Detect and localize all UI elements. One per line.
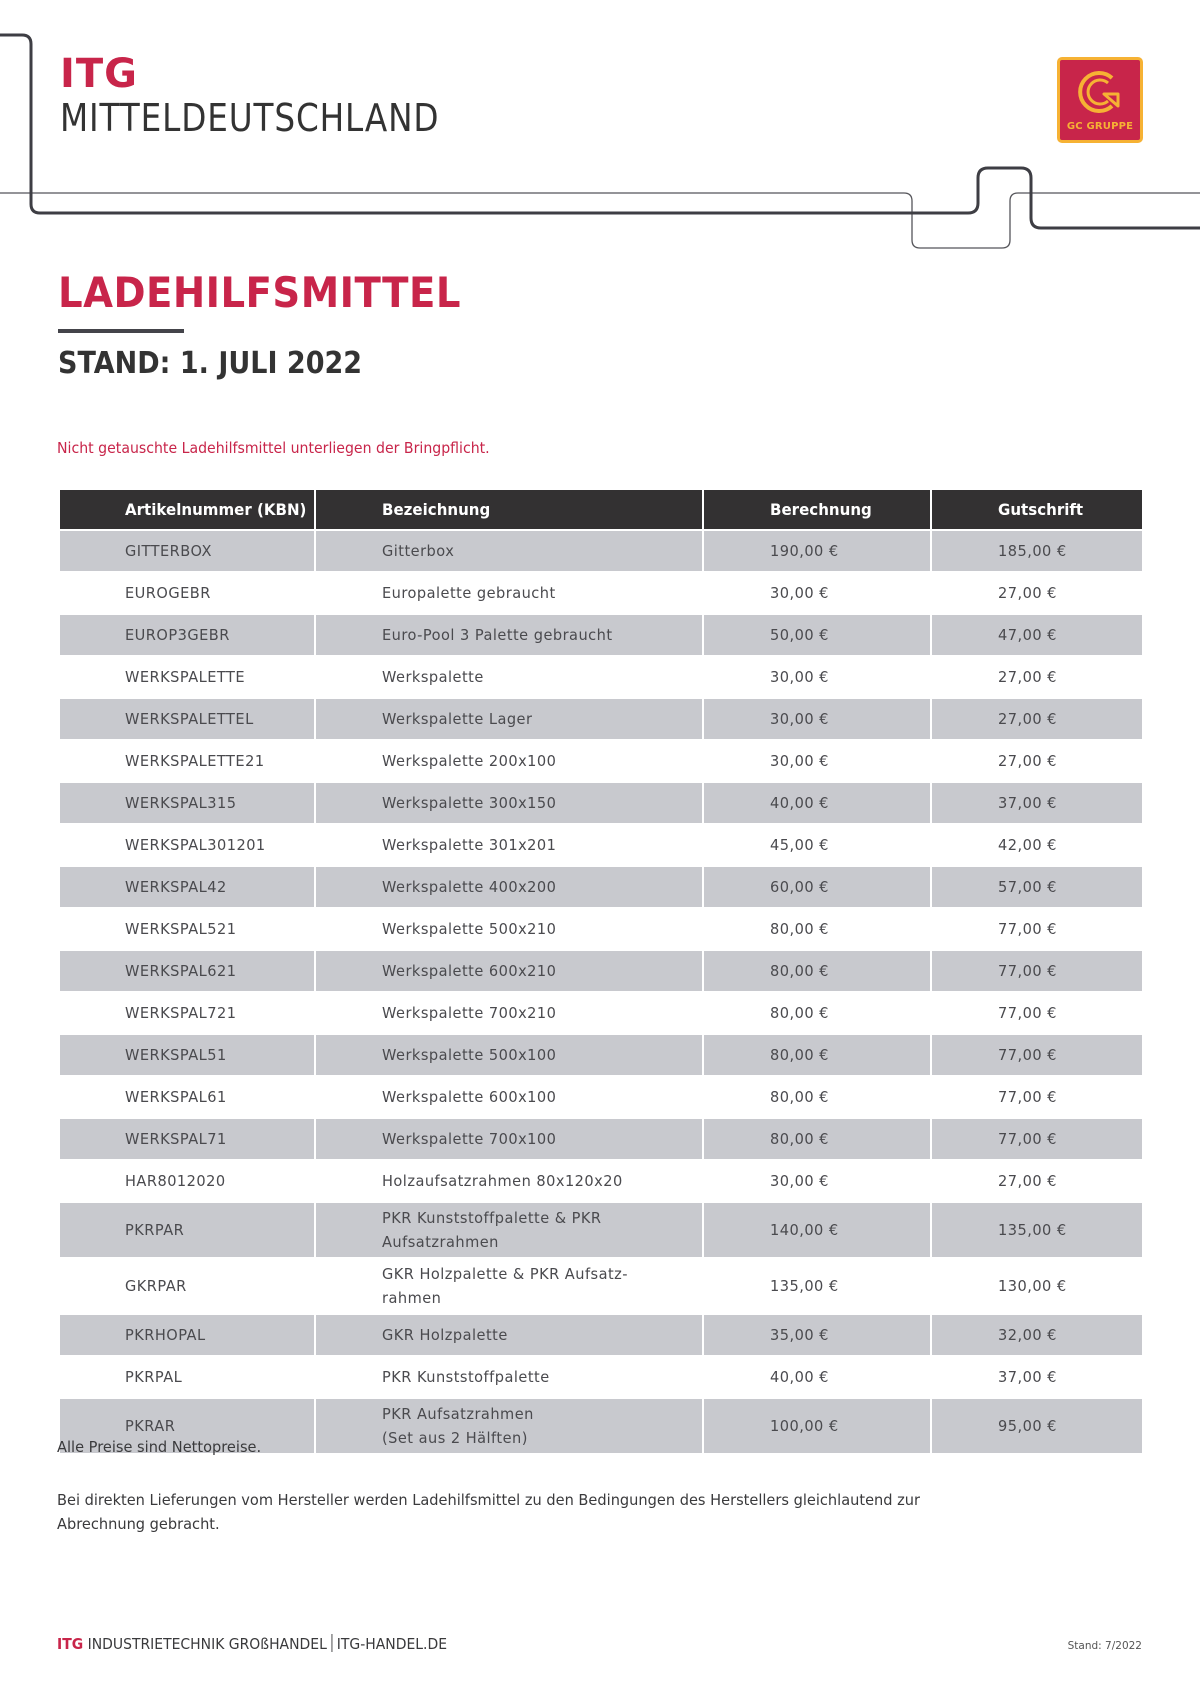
brand-wordmark (60, 52, 501, 140)
column-header-berechnung: Berechnung (703, 490, 931, 530)
cell-bezeichnung (315, 1356, 703, 1398)
cell-gutschrift (931, 866, 1142, 908)
table-row (60, 1076, 1142, 1118)
cell-kbn-text: WERKSPAL521 (125, 920, 237, 938)
table-row (60, 1202, 1142, 1258)
cell-bezeichnung (315, 992, 703, 1034)
cell-gutschrift-text: 42,00 € (998, 836, 1057, 854)
cell-berechnung-text: 40,00 € (770, 1368, 829, 1386)
cell-bezeichnung-line: GKR Holzpalette & PKR Aufsatz- (382, 1265, 629, 1283)
cell-bezeichnung-line: rahmen (382, 1289, 442, 1307)
cell-gutschrift (931, 740, 1142, 782)
cell-berechnung (703, 1118, 931, 1160)
cell-bezeichnung-line: (Set aus 2 Hälften) (382, 1429, 528, 1447)
cell-gutschrift (931, 992, 1142, 1034)
cell-gutschrift-text: 57,00 € (998, 878, 1057, 896)
cell-gutschrift-text: 77,00 € (998, 1046, 1057, 1064)
table-row (60, 1118, 1142, 1160)
footer-company: INDUSTRIETECHNIK GROßHANDEL (87, 1635, 327, 1653)
cell-kbn-text: WERKSPAL42 (125, 878, 227, 896)
cell-berechnung-text: 50,00 € (770, 626, 829, 644)
cell-gutschrift-text: 27,00 € (998, 752, 1057, 770)
table-row (60, 866, 1142, 908)
thin-decorative-line (0, 193, 1200, 248)
cell-bezeichnung (315, 698, 703, 740)
table-row (60, 572, 1142, 614)
cell-bezeichnung-line: Werkspalette 600x100 (382, 1088, 557, 1106)
net-prices-note: Alle Preise sind Nettopreise. (57, 1438, 262, 1456)
cell-kbn-text: WERKSPAL315 (125, 794, 237, 812)
cell-berechnung (703, 1202, 931, 1258)
cell-berechnung (703, 656, 931, 698)
cell-kbn (60, 1034, 315, 1076)
cell-bezeichnung-line: Werkspalette 200x100 (382, 752, 557, 770)
cell-kbn-text: WERKSPALETTE (125, 668, 246, 686)
cell-kbn-text: WERKSPAL71 (125, 1130, 227, 1148)
cell-berechnung (703, 908, 931, 950)
cell-kbn (60, 1076, 315, 1118)
title-underline (58, 329, 184, 333)
table-row (60, 740, 1142, 782)
cell-berechnung-text: 80,00 € (770, 1130, 829, 1148)
cell-kbn-text: EUROP3GEBR (125, 626, 230, 644)
cell-bezeichnung-line: Werkspalette 500x210 (382, 920, 557, 938)
cell-bezeichnung (315, 782, 703, 824)
cell-gutschrift-text: 27,00 € (998, 584, 1057, 602)
cell-bezeichnung (315, 1314, 703, 1356)
cell-bezeichnung (315, 572, 703, 614)
cell-bezeichnung-line: Werkspalette Lager (382, 710, 533, 728)
cell-gutschrift-text: 77,00 € (998, 1004, 1057, 1022)
cell-bezeichnung-line: Werkspalette 300x150 (382, 794, 557, 812)
footer-stand: Stand: 7/2022 (1067, 1640, 1142, 1652)
cell-kbn-text: WERKSPAL721 (125, 1004, 237, 1022)
cell-berechnung-text: 190,00 € (770, 542, 839, 560)
cell-kbn (60, 866, 315, 908)
cell-kbn (60, 656, 315, 698)
cell-kbn-text: PKRPAR (125, 1221, 185, 1239)
cell-kbn-text: WERKSPALETTEL (125, 710, 254, 728)
cell-berechnung (703, 1160, 931, 1202)
page-subtitle: STAND: 1. JULI 2022 (58, 346, 363, 381)
cell-gutschrift-text: 77,00 € (998, 1130, 1057, 1148)
cell-gutschrift (931, 698, 1142, 740)
cell-berechnung (703, 698, 931, 740)
cell-kbn-text: PKRHOPAL (125, 1326, 206, 1344)
cell-bezeichnung-line: Europalette gebraucht (382, 584, 556, 602)
cell-gutschrift (931, 1076, 1142, 1118)
cell-kbn (60, 1202, 315, 1258)
cell-gutschrift (931, 1118, 1142, 1160)
cell-berechnung (703, 824, 931, 866)
cell-bezeichnung (315, 1160, 703, 1202)
table-row (60, 698, 1142, 740)
page-title: LADEHILFSMITTEL (58, 268, 461, 317)
cell-bezeichnung (315, 908, 703, 950)
cell-bezeichnung (315, 1202, 703, 1258)
cell-kbn-text: GITTERBOX (125, 542, 212, 560)
table-row (60, 1356, 1142, 1398)
cell-gutschrift-text: 130,00 € (998, 1277, 1067, 1295)
cell-gutschrift-text: 135,00 € (998, 1221, 1067, 1239)
cell-kbn-text: WERKSPAL61 (125, 1088, 227, 1106)
cell-gutschrift-text: 27,00 € (998, 710, 1057, 728)
brand-region: MITTELDEUTSCHLAND (60, 96, 440, 140)
cell-berechnung-text: 140,00 € (770, 1221, 839, 1239)
cell-berechnung-text: 80,00 € (770, 1004, 829, 1022)
cell-bezeichnung-line: GKR Holzpalette (382, 1326, 508, 1344)
column-header-bezeichnung: Bezeichnung (315, 490, 703, 530)
table-header-row (60, 490, 1142, 530)
cell-kbn (60, 992, 315, 1034)
cell-bezeichnung (315, 1076, 703, 1118)
cell-gutschrift-text: 185,00 € (998, 542, 1067, 560)
cell-kbn (60, 572, 315, 614)
cell-gutschrift-text: 37,00 € (998, 794, 1057, 812)
cell-bezeichnung-line: Euro-Pool 3 Palette gebraucht (382, 626, 613, 644)
cell-gutschrift (931, 572, 1142, 614)
cell-berechnung (703, 614, 931, 656)
cell-gutschrift (931, 530, 1142, 572)
cell-berechnung (703, 950, 931, 992)
cell-gutschrift-text: 37,00 € (998, 1368, 1057, 1386)
cell-berechnung-text: 45,00 € (770, 836, 829, 854)
column-header-kbn: Artikelnummer (KBN) (60, 490, 315, 530)
cell-bezeichnung-line: PKR Kunststoffpalette & PKR (382, 1209, 602, 1227)
cell-bezeichnung-line: Holzaufsatzrahmen 80x120x20 (382, 1172, 623, 1190)
cell-kbn-text: HAR8012020 (125, 1172, 226, 1190)
cell-kbn (60, 698, 315, 740)
cell-kbn-text: WERKSPAL51 (125, 1046, 227, 1064)
cell-gutschrift-text: 77,00 € (998, 962, 1057, 980)
cell-berechnung (703, 530, 931, 572)
cell-gutschrift (931, 950, 1142, 992)
table-row (60, 530, 1142, 572)
cell-kbn-text: PKRAR (125, 1417, 176, 1435)
cell-bezeichnung-line: Werkspalette 500x100 (382, 1046, 557, 1064)
cell-gutschrift (931, 1258, 1142, 1314)
cell-berechnung-text: 30,00 € (770, 752, 829, 770)
cell-bezeichnung-line: Werkspalette 700x100 (382, 1130, 557, 1148)
cell-bezeichnung-line: Aufsatzrahmen (382, 1233, 499, 1251)
cell-kbn (60, 614, 315, 656)
cell-kbn (60, 824, 315, 866)
cell-bezeichnung-line: PKR Aufsatzrahmen (382, 1405, 534, 1423)
cell-bezeichnung-line: Werkspalette 600x210 (382, 962, 557, 980)
cell-kbn (60, 1314, 315, 1356)
table-row (60, 908, 1142, 950)
cell-berechnung-text: 30,00 € (770, 1172, 829, 1190)
cell-berechnung (703, 1398, 931, 1454)
cell-gutschrift-text: 77,00 € (998, 1088, 1057, 1106)
cell-berechnung (703, 1258, 931, 1314)
cell-berechnung-text: 80,00 € (770, 1046, 829, 1064)
cell-gutschrift (931, 1202, 1142, 1258)
direct-delivery-note: Bei direkten Lieferungen vom Hersteller werden Ladehilfsmittel zu den Bedingungen des Herstellers gleichlautend zur Abrechnung gebracht. (57, 1491, 921, 1533)
cell-gutschrift-text: 32,00 € (998, 1326, 1057, 1344)
notice-text: Nicht getauschte Ladehilfsmittel unterliegen der Bringpflicht. (57, 439, 490, 457)
cell-kbn (60, 530, 315, 572)
cell-kbn (60, 1118, 315, 1160)
cell-gutschrift-text: 27,00 € (998, 668, 1057, 686)
table-row (60, 1258, 1142, 1314)
cell-berechnung-text: 30,00 € (770, 584, 829, 602)
cell-bezeichnung-line: Werkspalette (382, 668, 484, 686)
cell-berechnung (703, 1034, 931, 1076)
cell-bezeichnung-line: PKR Kunststoffpalette (382, 1368, 550, 1386)
cell-bezeichnung (315, 1258, 703, 1314)
cell-berechnung-text: 30,00 € (770, 668, 829, 686)
cell-berechnung-text: 80,00 € (770, 920, 829, 938)
cell-kbn-text: WERKSPALETTE21 (125, 752, 265, 770)
table-row (60, 656, 1142, 698)
footer (57, 1634, 447, 1653)
cell-gutschrift-text: 95,00 € (998, 1417, 1057, 1435)
table-row (60, 782, 1142, 824)
cell-bezeichnung (315, 614, 703, 656)
cell-berechnung (703, 866, 931, 908)
table-row (60, 1160, 1142, 1202)
cell-berechnung-text: 80,00 € (770, 962, 829, 980)
cell-kbn-text: WERKSPAL301201 (125, 836, 266, 854)
cell-gutschrift (931, 614, 1142, 656)
cell-berechnung (703, 782, 931, 824)
price-table (60, 490, 1142, 1455)
cell-gutschrift (931, 656, 1142, 698)
cell-gutschrift (931, 1314, 1142, 1356)
cell-gutschrift-text: 27,00 € (998, 1172, 1057, 1190)
cell-kbn (60, 1160, 315, 1202)
table-row (60, 992, 1142, 1034)
cell-gutschrift (931, 908, 1142, 950)
cell-berechnung-text: 35,00 € (770, 1326, 829, 1344)
cell-gutschrift (931, 1160, 1142, 1202)
cell-berechnung-text: 30,00 € (770, 710, 829, 728)
footer-itg: ITG (57, 1635, 84, 1653)
cell-kbn (60, 950, 315, 992)
cell-berechnung (703, 992, 931, 1034)
table-body (60, 530, 1142, 1454)
cell-kbn (60, 740, 315, 782)
gc-gruppe-logo (1057, 57, 1143, 143)
cell-bezeichnung-line: Werkspalette 301x201 (382, 836, 557, 854)
cell-berechnung-text: 100,00 € (770, 1417, 839, 1435)
cell-berechnung-text: 60,00 € (770, 878, 829, 896)
cell-bezeichnung-line: Gitterbox (382, 542, 455, 560)
table-row (60, 1314, 1142, 1356)
cell-berechnung (703, 572, 931, 614)
cell-kbn (60, 782, 315, 824)
cell-gutschrift-text: 47,00 € (998, 626, 1057, 644)
table-row (60, 1034, 1142, 1076)
cell-gutschrift (931, 1034, 1142, 1076)
cell-kbn (60, 1356, 315, 1398)
cell-bezeichnung-line: Werkspalette 400x200 (382, 878, 557, 896)
cell-berechnung-text: 80,00 € (770, 1088, 829, 1106)
cell-bezeichnung (315, 530, 703, 572)
gc-logo-icon (1074, 66, 1128, 118)
column-header-gutschrift: Gutschrift (931, 490, 1142, 530)
cell-bezeichnung (315, 824, 703, 866)
cell-berechnung (703, 1356, 931, 1398)
cell-kbn-text: PKRPAL (125, 1368, 183, 1386)
cell-gutschrift (931, 1356, 1142, 1398)
cell-kbn (60, 1258, 315, 1314)
cell-berechnung (703, 1314, 931, 1356)
cell-berechnung (703, 740, 931, 782)
table-row (60, 614, 1142, 656)
cell-bezeichnung (315, 1118, 703, 1160)
cell-berechnung-text: 40,00 € (770, 794, 829, 812)
cell-berechnung-text: 135,00 € (770, 1277, 839, 1295)
table-row (60, 824, 1142, 866)
cell-gutschrift-text: 77,00 € (998, 920, 1057, 938)
cell-kbn (60, 908, 315, 950)
cell-bezeichnung (315, 866, 703, 908)
cell-gutschrift (931, 1398, 1142, 1454)
cell-bezeichnung (315, 1034, 703, 1076)
cell-gutschrift (931, 782, 1142, 824)
cell-bezeichnung (315, 656, 703, 698)
cell-kbn-text: GKRPAR (125, 1277, 187, 1295)
cell-berechnung (703, 1076, 931, 1118)
footer-website[interactable]: ITG-HANDEL.DE (336, 1635, 448, 1653)
footer-separator (331, 1634, 332, 1652)
cell-bezeichnung-line: Werkspalette 700x210 (382, 1004, 557, 1022)
brand-itg: ITG (60, 51, 138, 97)
cell-bezeichnung (315, 950, 703, 992)
cell-bezeichnung (315, 740, 703, 782)
cell-gutschrift (931, 824, 1142, 866)
table-row (60, 950, 1142, 992)
cell-kbn-text: WERKSPAL621 (125, 962, 237, 980)
cell-bezeichnung (315, 1398, 703, 1454)
cell-kbn-text: EUROGEBR (125, 584, 211, 602)
logo-text: GC GRUPPE (1066, 121, 1134, 132)
